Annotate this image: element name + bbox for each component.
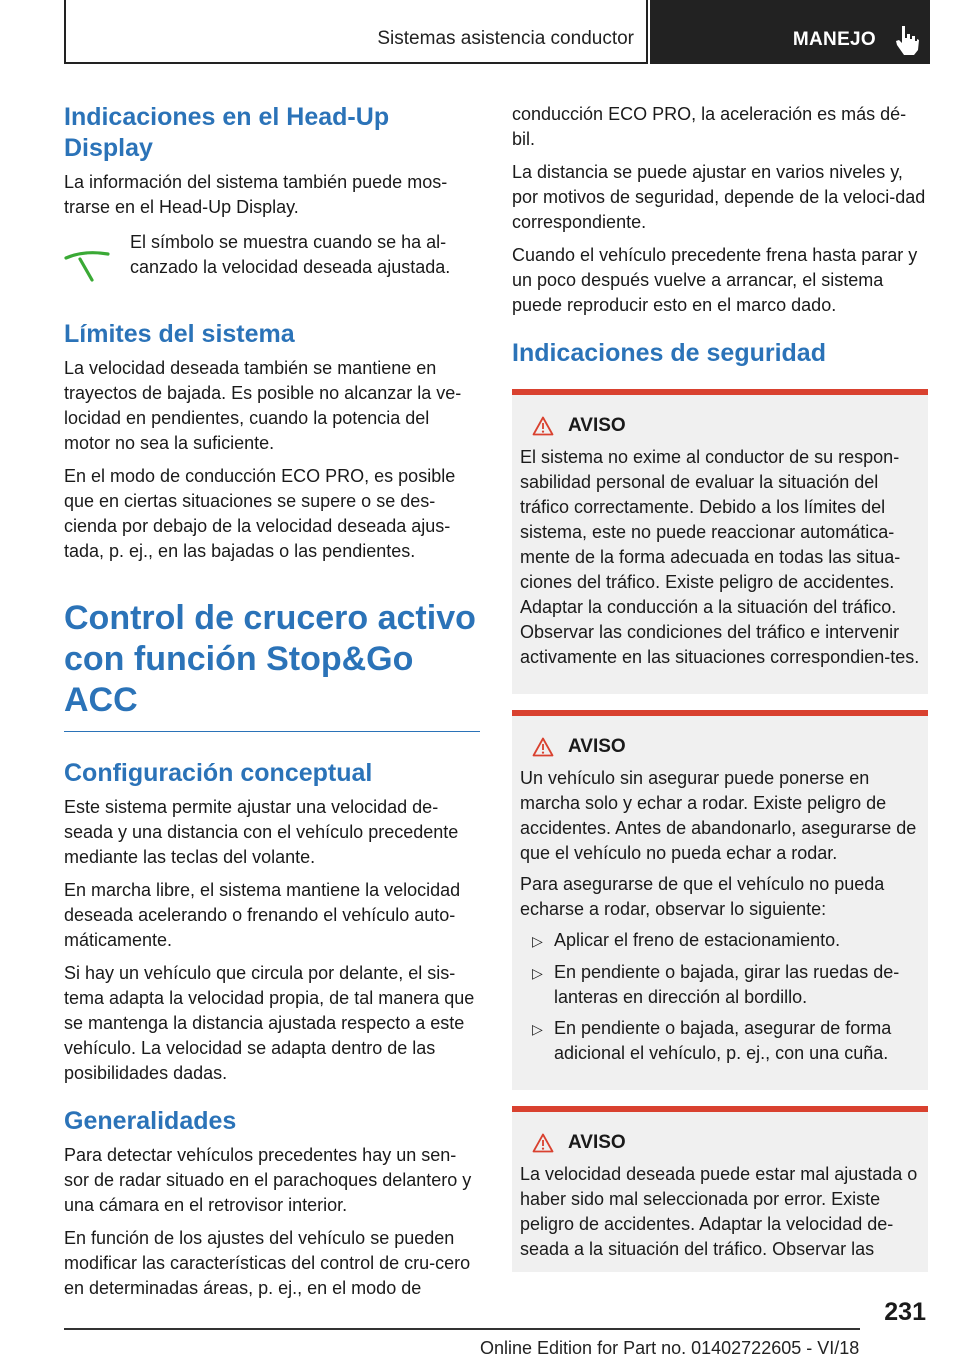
hud-heading: Indicaciones en el Head-Up Display (64, 103, 390, 162)
chapter-title: MANEJO (792, 29, 876, 50)
main-heading-block (64, 598, 480, 732)
hud-text: La información del sistema también puede mos-trarse en el Head-Up Display. (64, 172, 448, 217)
safety-heading: Indicaciones de seguridad (512, 339, 826, 367)
general-heading: Generalidades (64, 1107, 237, 1135)
section-title: Sistemas asistencia conductor (377, 28, 634, 49)
warning-title-2: AVISO (532, 736, 920, 758)
continued-paragraph-3: Cuando el vehículo precedente frena hasta parar y un poco después vuelve a arrancar, el sistema puede reproducir esto en el marco dado. (512, 245, 918, 315)
warning-text-2a: Un vehículo sin asegurar puede ponerse en marcha solo y echar a rodar. Existe peligro de accidentes. Antes de abandonarlo, asegurarse de que el vehículo no pueda echar a rodar. (520, 768, 917, 863)
left-column (64, 102, 480, 1309)
warning-triangle-icon (532, 416, 554, 436)
speed-reached-icon (64, 230, 130, 289)
concept-paragraph-2: En marcha libre, el sistema mantiene la velocidad deseada acelerando o frenando el vehículo auto-máticamente. (64, 880, 461, 950)
page-header (64, 0, 930, 64)
concept-paragraph-1: Este sistema permite ajustar una velocidad de-seada y una distancia con el vehículo precedente mediante las teclas del volante. (64, 797, 459, 867)
hand-pointer-icon (894, 24, 920, 56)
footer-divider (64, 1328, 860, 1330)
footer-edition: Online Edition for Part no. 01402722605 - VI/18 (480, 1338, 860, 1358)
general-paragraph-2: En función de los ajustes del vehículo se pueden modificar las características del control de cru-cero en determinadas áreas, p. ej., en el modo de (64, 1228, 471, 1298)
warning-text-1: El sistema no exime al conductor de su respon-sabilidad personal de evaluar la situación del tráfico correctamente. Debido a los límites del sistema, este no puede reaccionar automática-mente de la forma adecuada en todas las situa-ciones del tráfico. Existe peligro de accidentes. Adaptar la conducción a la situación del tráfico. Observar las condiciones del tráfico e intervenir activamente en las situaciones correspondien-tes. (520, 447, 920, 667)
warning-triangle-icon (532, 737, 554, 757)
concept-paragraph-3: Si hay un vehículo que circula por delante, el sis-tema adapta la velocidad propia, de tal manera que se mantenga la distancia ajustada respecto a este vehículo. La velocidad se adapta dentro de las posibilidades dadas. (64, 963, 475, 1083)
chapter-tab (650, 0, 930, 64)
main-heading: Control de crucero activo con función Stop&Go ACC (64, 599, 476, 719)
right-column (512, 102, 928, 1288)
warning-text-3: La velocidad deseada puede estar mal ajustada o haber sido mal seleccionada por error. Existe peligro de accidentes. Adaptar la velocidad de-seada a la situación del tráfico. Observar las (520, 1164, 918, 1259)
continued-paragraph-2: La distancia se puede ajustar en varios niveles y, por motivos de seguridad, depende de la veloci-dad correspondiente. (512, 162, 926, 232)
warning-bullet-list (520, 928, 920, 1066)
symbol-row (64, 230, 480, 289)
warning-box-1 (512, 389, 928, 694)
list-item: ▷ En pendiente o bajada, asegurar de forma adicional el vehículo, p. ej., con una cuña. (520, 1016, 920, 1066)
warning-triangle-icon (532, 1133, 554, 1153)
section-tab (64, 0, 648, 64)
symbol-text: El símbolo se muestra cuando se ha al-canzado la velocidad deseada ajustada. (130, 232, 451, 277)
warning-box-3 (512, 1106, 928, 1272)
list-item: ▷ Aplicar el freno de estacionamiento. (520, 928, 920, 954)
page-number: 231 (884, 1298, 926, 1326)
warning-text-2b: Para asegurarse de que el vehículo no pueda echarse a rodar, observar lo siguiente: (520, 874, 885, 919)
limits-paragraph-2: En el modo de conducción ECO PRO, es posible que en ciertas situaciones se supere o se des-cienda por debajo de la velocidad deseada ajus-tada, p. ej., en las bajadas o las pendientes. (64, 466, 456, 561)
warning-title-1: AVISO (532, 415, 920, 437)
concept-heading: Configuración conceptual (64, 759, 373, 787)
list-item: ▷ En pendiente o bajada, girar las ruedas de-lanteras en dirección al bordillo. (520, 960, 920, 1010)
warning-box-2 (512, 710, 928, 1090)
limits-paragraph-1: La velocidad deseada también se mantiene en trayectos de bajada. Es posible no alcanzar la ve-locidad en pendientes, cuando la potencia del motor no sea la suficiente. (64, 358, 462, 453)
continued-paragraph-1: conducción ECO PRO, la aceleración es más dé-bil. (512, 104, 907, 149)
triangle-bullet-icon: ▷ (532, 965, 543, 981)
limits-heading: Límites del sistema (64, 320, 295, 348)
warning-title-3: AVISO (532, 1132, 920, 1154)
triangle-bullet-icon: ▷ (532, 933, 543, 949)
general-paragraph-1: Para detectar vehículos precedentes hay un sen-sor de radar situado en el parachoques delantero y una cámara en el retrovisor interior. (64, 1145, 472, 1215)
triangle-bullet-icon: ▷ (532, 1021, 543, 1037)
